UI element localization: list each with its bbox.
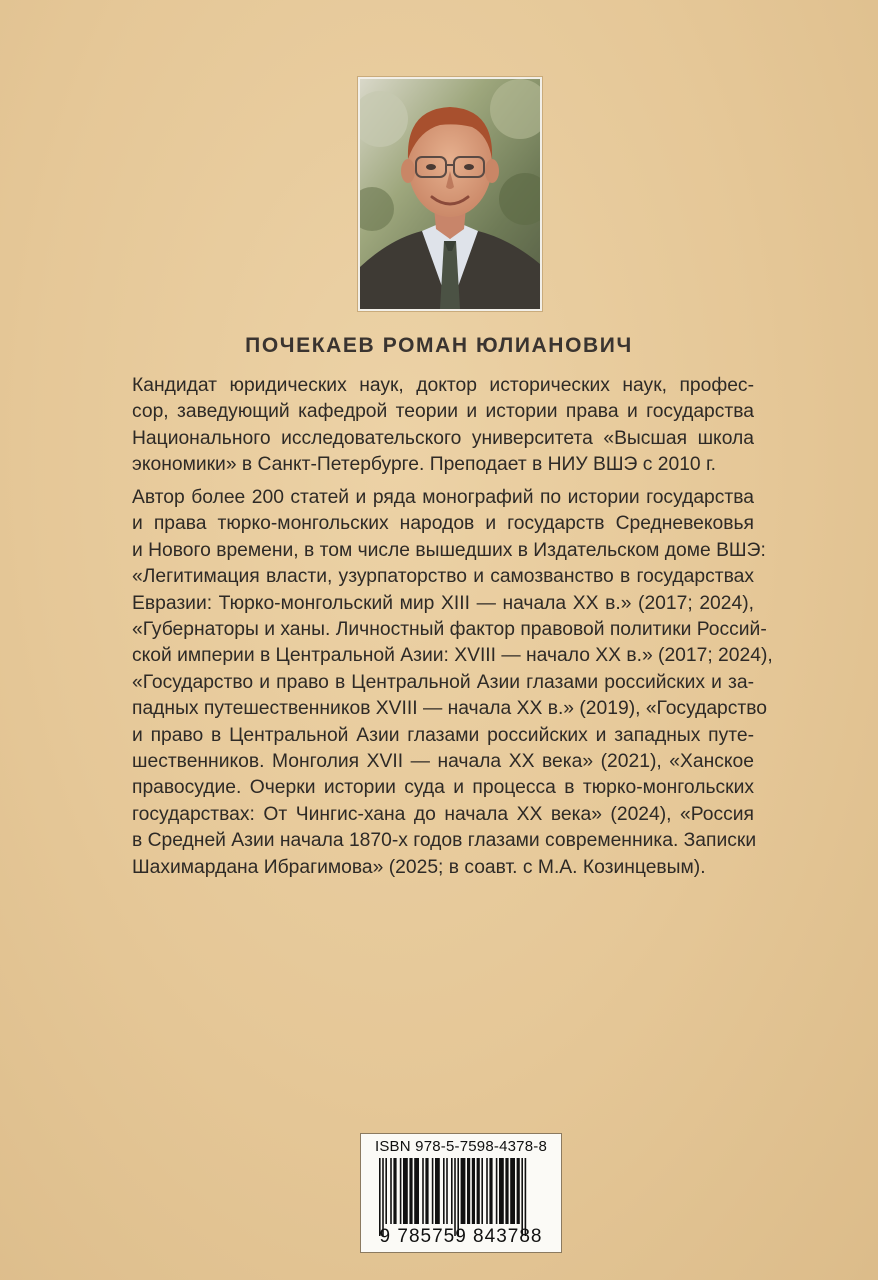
bio-paragraph-position bbox=[132, 373, 754, 479]
barcode-bar bbox=[457, 1158, 459, 1236]
barcode-bar bbox=[393, 1158, 396, 1224]
barcode-bar bbox=[390, 1158, 392, 1224]
bio-line: и Нового времени, в том числе вышедших в Издательском доме ВШЭ: bbox=[132, 539, 766, 561]
barcode-bar bbox=[382, 1158, 384, 1236]
barcode-bar bbox=[477, 1158, 480, 1224]
isbn-label: ISBN 978-5-7598-4378-8 bbox=[374, 1138, 547, 1155]
author-photo bbox=[358, 77, 542, 311]
barcode-bar bbox=[517, 1158, 520, 1224]
bio-line: государствах: От Чингис-хана до начала XX века» (2024), «Россия bbox=[132, 803, 754, 825]
barcode-bar bbox=[414, 1158, 419, 1224]
barcode-bar bbox=[409, 1158, 412, 1224]
ean-digits: 9 785759 843788 bbox=[379, 1226, 543, 1247]
bio-line: Автор более 200 статей и ряда монографий по истории государства bbox=[132, 487, 754, 508]
barcode-bar bbox=[400, 1158, 402, 1224]
barcode-bar bbox=[489, 1158, 492, 1224]
bio-line: шественников. Монголия XVII — начала XX века» (2021), «Ханское bbox=[132, 751, 754, 773]
bio-line: экономики» в Санкт-Петербурге. Преподает в НИУ ВШЭ с 2010 г. bbox=[132, 454, 717, 476]
barcode-bar bbox=[435, 1158, 440, 1224]
barcode-bar bbox=[446, 1158, 448, 1224]
barcode-bar bbox=[472, 1158, 475, 1224]
barcode-bar bbox=[443, 1158, 445, 1224]
bio-line: «Легитимация власти, узурпаторство и самозванство в государствах bbox=[132, 566, 754, 588]
barcode-bar bbox=[454, 1158, 456, 1236]
barcode-bar bbox=[521, 1158, 523, 1236]
isbn-barcode bbox=[360, 1133, 562, 1253]
barcode-bar bbox=[510, 1158, 515, 1224]
bio-line: сор, заведующий кафедрой теории и истории права и государства bbox=[132, 401, 754, 423]
bio-line: ской империи в Центральной Азии: XVIII — начало XX в.» (2017; 2024), bbox=[132, 645, 773, 667]
barcode-bar bbox=[486, 1158, 488, 1224]
barcode-bar bbox=[505, 1158, 508, 1224]
barcode-bar bbox=[379, 1158, 381, 1236]
bio-line: и права тюрко-монгольских народов и государств Средневековья bbox=[132, 513, 754, 535]
barcode-bar bbox=[432, 1158, 434, 1224]
barcode-bar bbox=[467, 1158, 470, 1224]
barcode-bar bbox=[525, 1158, 527, 1236]
barcode-bar bbox=[499, 1158, 504, 1224]
bio-line: «Губернаторы и ханы. Личностный фактор правовой политики Россий- bbox=[132, 619, 767, 641]
bio-line: и право в Центральной Азии глазами российских и западных путе- bbox=[132, 724, 754, 746]
author-portrait-image bbox=[360, 79, 540, 309]
bio-line: Шахимардана Ибрагимова» (2025; в соавт. с М.А. Козинцевым). bbox=[132, 856, 706, 878]
bio-line: в Средней Азии начала 1870-х годов глазами современника. Записки bbox=[132, 830, 757, 852]
bio-paragraph-publications bbox=[132, 485, 773, 881]
barcode-bar bbox=[403, 1158, 408, 1224]
bio-line: Евразии: Тюрко-монгольский мир XIII — начала XX в.» (2017; 2024), bbox=[132, 592, 754, 614]
bio-line: падных путешественников XVIII — начала XX в.» (2019), «Государство bbox=[132, 698, 767, 720]
bio-line: Национального исследовательского университета «Высшая школа bbox=[132, 427, 754, 449]
barcode-bar bbox=[461, 1158, 466, 1224]
barcode-bar bbox=[385, 1158, 387, 1224]
barcode-bar bbox=[481, 1158, 483, 1224]
author-name: ПОЧЕКАЕВ РОМАН ЮЛИАНОВИЧ bbox=[245, 334, 633, 357]
bio-line: правосудие. Очерки истории суда и процесса в тюрко-монгольских bbox=[132, 777, 754, 799]
barcode-bar bbox=[451, 1158, 453, 1224]
barcode-bar bbox=[425, 1158, 428, 1224]
bio-line: «Государство и право в Центральной Азии глазами российских и за- bbox=[132, 671, 754, 693]
barcode-bar bbox=[496, 1158, 498, 1224]
bio-line: Кандидат юридических наук, доктор исторических наук, профес- bbox=[132, 375, 754, 396]
barcode-bar bbox=[422, 1158, 424, 1224]
